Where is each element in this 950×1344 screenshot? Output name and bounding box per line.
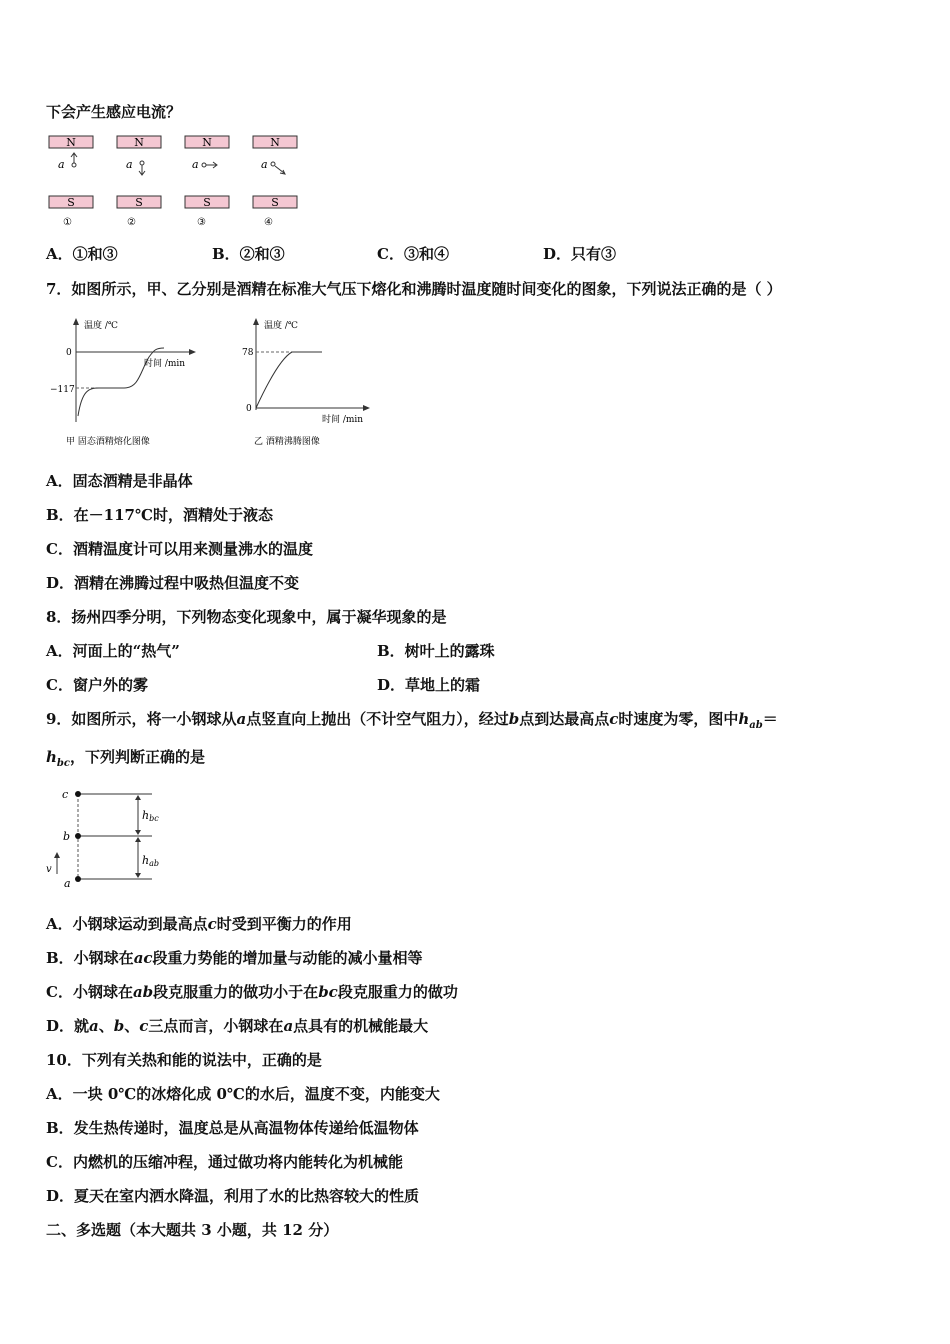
- graph-caption: 甲 固态酒精熔化图像: [66, 437, 150, 447]
- diagram-label-1: ①: [63, 217, 72, 228]
- q9-option-d[interactable]: D．就a、b、c三点而言，小钢球在a点具有的机械能最大: [46, 1017, 429, 1035]
- q8-option-d[interactable]: D．草地上的霜: [377, 676, 481, 694]
- question-6-stem-tail: 下会产生感应电流？: [46, 103, 182, 121]
- x-axis-label: 时间 /min: [322, 415, 364, 425]
- diagram-2: [117, 136, 161, 228]
- diagram-label-4: ④: [264, 217, 273, 228]
- q8-option-a[interactable]: A．河面上的“热气”: [46, 642, 180, 660]
- q10-option-b[interactable]: B．发生热传递时，温度总是从高温物体传递给低温物体: [46, 1119, 419, 1137]
- q7-graph-melting: [44, 312, 204, 452]
- magnet-south-label: S: [271, 196, 279, 209]
- q10-option-d[interactable]: D．夏天在室内洒水降温，利用了水的比热容较大的性质: [46, 1187, 420, 1205]
- q6-option-c[interactable]: C．③和④: [377, 245, 449, 263]
- question-8-stem: 8．扬州四季分明，下列物态变化现象中，属于凝华现象的是: [46, 608, 447, 626]
- q7-option-c[interactable]: C．酒精温度计可以用来测量沸水的温度: [46, 540, 313, 558]
- h-bc-label: hbc: [142, 809, 159, 823]
- question-9-stem-line-1: 9．如图所示，将一小钢球从a点竖直向上抛出（不计空气阻力），经过b点到达最高点c时速度为零，图中$h_{ab}=$: [46, 710, 778, 731]
- h-ab-label: hab: [142, 854, 159, 868]
- section-2-title: 二、多选题（本大题共 3 小题，共 12 分）: [46, 1221, 339, 1239]
- graph-caption: 乙 酒精沸腾图像: [254, 437, 320, 447]
- magnet-north-label: N: [270, 136, 280, 149]
- diagram-1: [49, 136, 93, 228]
- diagram-label-2: ②: [127, 217, 136, 228]
- question-9-stem-line-2: $h_{bc}$，下列判断正确的是: [46, 748, 206, 769]
- q7-option-d[interactable]: D．酒精在沸腾过程中吸热但温度不变: [46, 574, 300, 592]
- diagram-4: [253, 136, 297, 228]
- diagram-3: [185, 136, 229, 228]
- q9-option-c[interactable]: C．小钢球在ab段克服重力的做功小于在bc段克服重力的做功: [46, 983, 458, 1001]
- magnet-north-label: N: [202, 136, 212, 149]
- conductor-label: a: [192, 158, 199, 171]
- magnet-south-label: S: [135, 196, 143, 209]
- magnet-south-label: S: [203, 196, 211, 209]
- q7-option-a[interactable]: A．固态酒精是非晶体: [46, 472, 193, 490]
- conductor-label: a: [261, 158, 268, 171]
- x-axis-label: 时间 /min: [144, 359, 186, 369]
- magnet-south-label: S: [67, 196, 75, 209]
- tick-high: 78: [242, 348, 254, 358]
- q7-option-b[interactable]: B．在－117℃时，酒精处于液态: [46, 506, 273, 524]
- diagram-label-3: ③: [197, 217, 206, 228]
- q9-option-b[interactable]: B．小钢球在ac段重力势能的增加量与动能的减小量相等: [46, 949, 423, 967]
- tick-zero: 0: [246, 404, 252, 414]
- point-a-label: a: [64, 877, 71, 890]
- question-7-stem: 7．如图所示，甲、乙分别是酒精在标准大气压下熔化和沸腾时温度随时间变化的图象，下列说法正确的是（ ）: [46, 280, 782, 298]
- question-10-stem: 10．下列有关热和能的说法中，正确的是: [46, 1051, 322, 1069]
- velocity-label: v: [46, 864, 52, 875]
- magnet-north-label: N: [66, 136, 76, 149]
- conductor-label: a: [58, 158, 65, 171]
- point-c-label: c: [62, 788, 69, 801]
- tick-zero: 0: [66, 348, 72, 358]
- q8-option-b[interactable]: B．树叶上的露珠: [377, 642, 495, 660]
- q8-option-c[interactable]: C．窗户外的雾: [46, 676, 148, 694]
- q10-option-a[interactable]: A．一块 0℃的冰熔化成 0℃的水后，温度不变，内能变大: [46, 1085, 440, 1103]
- q9-option-a[interactable]: A．小钢球运动到最高点c时受到平衡力的作用: [46, 915, 352, 933]
- q6-option-b[interactable]: B．②和③: [212, 245, 285, 263]
- q6-option-d[interactable]: D．只有③: [543, 245, 617, 263]
- q6-magnet-figure: [44, 132, 304, 232]
- y-axis-label: 温度 /℃: [84, 321, 118, 331]
- tick-low: −117: [50, 385, 75, 395]
- q7-graph-boiling: [236, 312, 396, 452]
- q6-option-a[interactable]: A．①和③: [46, 245, 118, 263]
- y-axis-label: 温度 /℃: [264, 321, 298, 331]
- magnet-north-label: N: [134, 136, 144, 149]
- conductor-label: a: [126, 158, 133, 171]
- q9-ball-figure: [40, 782, 180, 894]
- point-b-label: b: [63, 830, 71, 843]
- q10-option-c[interactable]: C．内燃机的压缩冲程，通过做功将内能转化为机械能: [46, 1153, 403, 1171]
